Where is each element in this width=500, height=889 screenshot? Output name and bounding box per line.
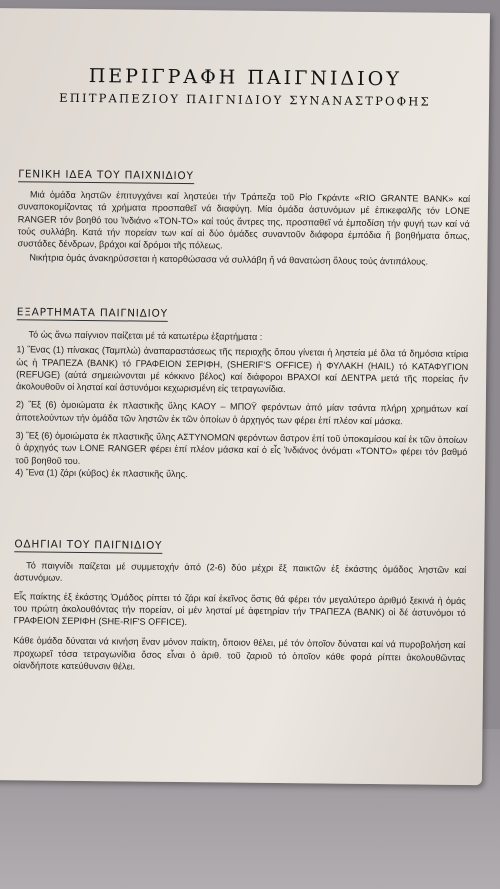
instructions-paragraph-3: Κάθε ὁμάδα δύναται νά κινήση ἕναν μόνον παίκτη, ὅποιον θέλει, μέ τόν ὁποῖον δύναται καί νά πυροβολήση καί προχωρεῖ τόσα τετραγωνίδια ὅσος εἶναι ὁ ἀριθ. τοῦ ζαριοῦ τό ὁποῖον κάθε φορά ρίπτει ἀκολουθῶντας οἱανδήποτε κατεύθυνσιν θέλει. bbox=[13, 635, 466, 672]
instructions-paragraph-1: Τό παιγνίδι παίζεται μέ συμμετοχήν ἀπό (2-6) δύο μέχρι ἕξ παικτῶν ἐξ ἑκάστης ὁμάδος ληστῶν καί ἀστυνόμων. bbox=[13, 560, 467, 584]
section-heading-general-idea: ΓΕΝΙΚΗ ΙΔΕΑ ΤΟΥ ΠΑΙΧΝΙΔΙΟΥ bbox=[18, 168, 194, 183]
section-instructions bbox=[13, 532, 466, 676]
winner-paragraph: Νικήτρια ὁμάς ἀνακηρύσσεται ἡ κατορθώσασα νά συλλάβη ἤ νά θανατώση ὅλους τούς ἀντιπάλους. bbox=[29, 252, 429, 268]
components-intro: Τό ὡς ἄνω παίγνιον παίζεται μέ τά κατωτέρω ἐξαρτήματα : bbox=[28, 329, 263, 342]
section-heading-instructions: ΟΔΗΓΙΑΙ ΤΟΥ ΠΑΙΓΝΙΔΙΟΥ bbox=[14, 538, 163, 552]
component-item-3: 3) Ἕξ (6) ὁμοιώματα ἐκ πλαστικῆς ὕλης ΑΣΤΥΝΟΜΩΝ φερόντων ἄστρον ἐπί τοῦ ὑποκαμίσου καί ἐκ τῶν ὁποίων ὁ ἀρχηγός των LONE RANGER φέρει ἐπί πλέον μάσκα καί ὁ εἷς Ἰνδιάνος ὀνόματι «ΤΟΝΤΟ» φέρει τόν βαθμό τοῦ βοηθοῦ του. bbox=[15, 430, 468, 466]
page-subtitle: ΕΠΙΤΡΑΠΕΖΙΟΥ ΠΑΙΓΝΙΔΙΟΥ ΣΥΝΑΝΑΣΤΡΟΦΗΣ bbox=[59, 90, 431, 109]
section-components bbox=[15, 300, 469, 483]
document-content bbox=[13, 64, 471, 672]
general-idea-paragraph: Μιά ὁμάδα ληστῶν ἐπιτυγχάνει καί ληστεύει τήν Τράπεζα τοῦ Ρίο Γκράντε «RIO GRANTE BANK» καί συναποκομίζοντας τά χρήματα προσπαθεῖ νά διαφύγη. Μία ὁμάδα ἀστυνόμων μέ ἐπικεφαλῆς τόν LONE RANGER τόν βοηθό του Ἰνδιάνο «TON-TO» καί τούς ἄντρες της, προσπαθεῖ νά ἐμποδίση τήν φυγή των καί νά τούς συλλάβη. Κατά τήν πορείαν των καί αἱ δύο ὁμάδες συναντοῦν διάφορα ἐμπόδια ἤ βοηθήματα ὅπως, συστάδες δένδρων, βράχοι καί δρόμοι τῆς πόλεως. bbox=[17, 189, 471, 251]
component-item-2: 2) Ἕξ (6) ὁμοιώματα ἐκ πλαστικῆς ὕλης ΚΑΟΥ – ΜΠΟΫ φερόντων ἀπό μίαν τσάντα πλήρη χρημάτων καί ἀποτελούντων τήν ὁμάδα τῶν ληστῶν ἐκ τῶν ὁποίων ὁ ἀρχηγός των φέρει ἐπί πλέον καί μάσκα. bbox=[15, 399, 468, 427]
component-item-4: 4) Ἕνα (1) ζάρι (κύβος) ἐκ πλαστικῆς ὕλης. bbox=[15, 467, 188, 480]
instructions-paragraph-2: Εἷς παίκτης ἐξ ἑκάστης Ὁμάδος ρίπτει τό ζάρι καί ἐκεῖνος ὅστις θά φέρει τόν μεγαλύτερο ἀριθμό ξεκινά ἡ ὁμάς του πρώτη ἀκολουθόντας τήν πορείαν, οἱ μέν λησταί μέ ἀφετηρίαν τήν ΤΡΑΠΕΖΑ (BANK) οἱ δέ ἀστυνόμοι τό ΓΡΑΦΕΙΟΝ ΣΕΡΙΦΗ (SHE-RIF'S OFFICE). bbox=[13, 590, 466, 628]
component-item-1: 1) Ἕνας (1) πίνακας (Ταμπλώ) ἀναπαραστάσεως τῆς περιοχῆς ὅπου γίνεται ἡ ληστεία μέ ὅλα τά δημόσια κτίρια ὡς ἡ ΤΡΑΠΕΖΑ (BANK) τό ΓΡΑΦΕΙΟΝ ΣΕΡΙΦΗ, (SHERIF'S OFFICE) ἡ ΦΥΛΑΚΗ (HAIL) τό ΚΑΤΑΦΥΓΙΟΝ (REFUGE) (αὐτά σημειώνονται μέ κόκκινο βέλος) καί διάφοροι ΒΡΑΧΟΙ καί ΔΕΝΤΡΑ μετά τῆς πορείας ἥν ἀκολουθοῦν οἱ λησταί καί ἀστυνόμοι κεχωρισμένη εἰς τετραγωνίδια. bbox=[15, 344, 469, 395]
section-general-idea bbox=[17, 162, 470, 269]
document-page bbox=[0, 8, 490, 785]
section-heading-components: ΕΞΑΡΤΗΜΑΤΑ ΠΑΙΓΝΙΔΙΟΥ bbox=[16, 306, 168, 320]
page-title: ΠΕΡΙΓΡΑΦΗ ΠΑΙΓΝΙΔΙΟΥ bbox=[88, 65, 402, 91]
